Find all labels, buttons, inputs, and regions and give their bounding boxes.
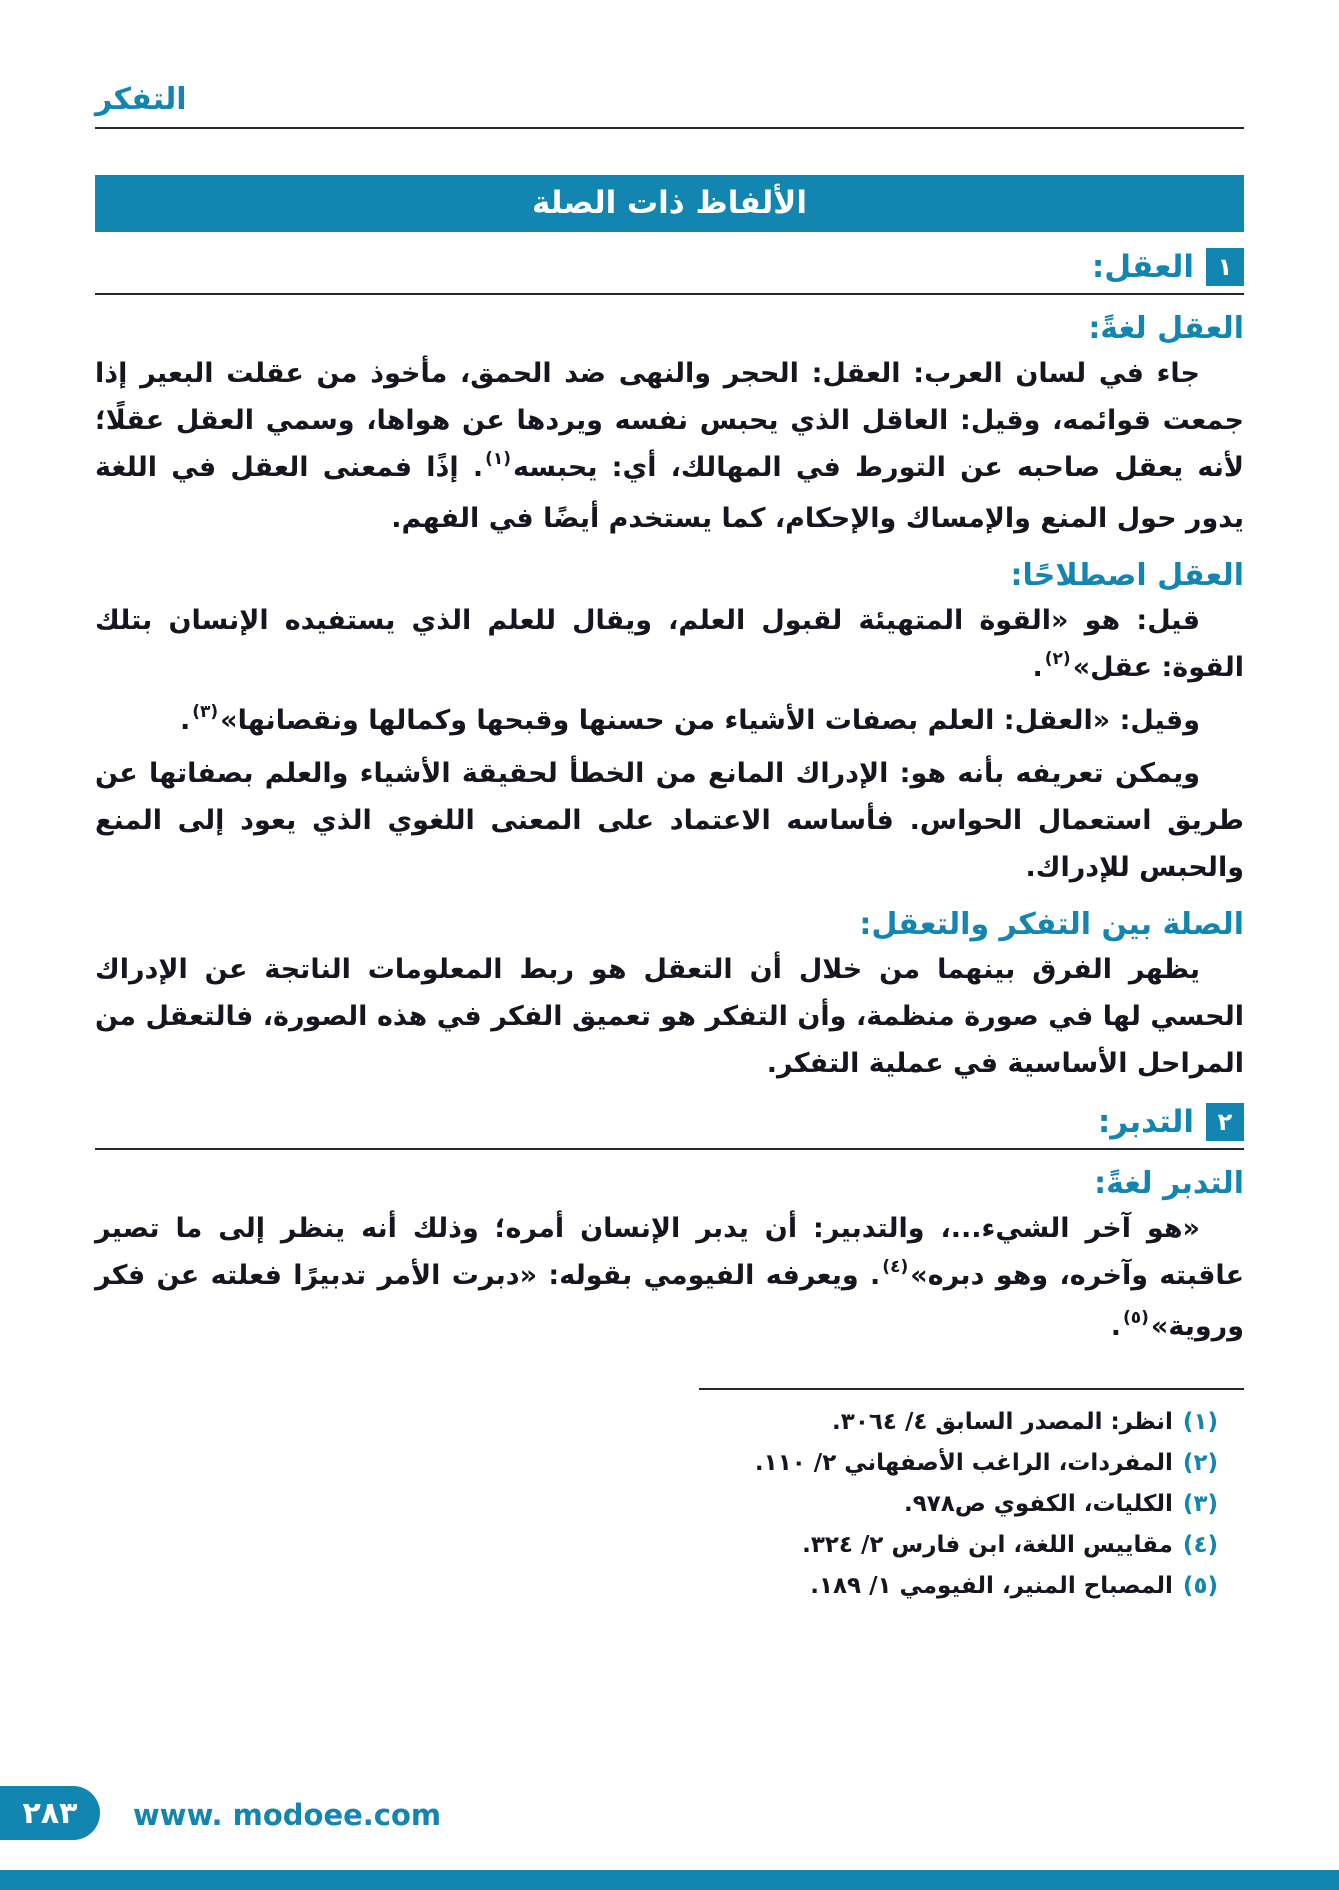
page-number-badge — [0, 1786, 100, 1840]
bottom-bar — [0, 1870, 1339, 1890]
footnote-item — [95, 1566, 1218, 1607]
paragraph-relation: يظهر الفرق بينهما من خلال أن التعقل هو ربط المعلومات الناتجة عن الإدراك الحسي لها في صورة منظمة، وأن التفكر هو تعميق الفكر في هذه الصورة، فالتعقل من المراحل الأساسية في عملية التفكر. — [95, 954, 1244, 1079]
page-number: ٢٨٣ — [22, 1795, 78, 1831]
footnote-number: (١) — [1182, 1409, 1218, 1435]
paragraph-aql-terminology-3: ويمكن تعريفه بأنه هو: الإدراك المانع من الخطأ لحقيقة الأشياء والعلم بصفاتها عن طريق استعمال الحواس. فأساسه الاعتماد على المعنى اللغوي الذي يعود إلى المنع والحبس للإدراك. — [95, 758, 1244, 883]
footnote-ref: (٢) — [1044, 649, 1071, 669]
footnote-text: المفردات، الراغب الأصفهاني ٢/ ١١٠. — [754, 1450, 1173, 1476]
footnote-text: الكليات، الكفوي ص٩٧٨. — [903, 1491, 1173, 1517]
footnote-ref: (١) — [485, 449, 512, 469]
paragraph-tadabbur-language: «هو آخر الشيء...، والتدبير: أن يدبر الإنسان أمره؛ وذلك أنه ينظر إلى ما تصير عاقبته وآخره، وهو دبره»$^{(٤)}$. ويعرفه الفيومي بقوله: «دبرت الأمر تدبيرًا فعلته عن فكر وروية»$^{(٥)}$. — [95, 1213, 1245, 1342]
page-content — [0, 82, 1339, 1607]
footnote-ref: (٣) — [192, 702, 219, 722]
footnote-item — [95, 1443, 1218, 1484]
banner-title: الألفاظ ذات الصلة — [531, 185, 808, 221]
subheading-tadabbur-language: التدبر لغةً: — [1094, 1166, 1244, 1201]
section-1-header — [95, 248, 1244, 286]
website-link[interactable]: www. modoee.com — [133, 1798, 442, 1832]
related-terms-banner — [95, 175, 1244, 232]
subheading-aql-terminology: العقل اصطلاحًا: — [1010, 558, 1244, 593]
section-2-title: التدبر: — [1097, 1104, 1194, 1140]
footnote-number: (٥) — [1182, 1573, 1218, 1599]
footnotes-separator — [699, 1388, 1244, 1390]
section-2-number-badge: ٢ — [1206, 1103, 1244, 1141]
footnote-item — [95, 1402, 1218, 1443]
section-1-rule — [95, 293, 1244, 295]
header-rule — [95, 127, 1244, 129]
footnote-item — [95, 1525, 1218, 1566]
subheading-relation-tafakkur-taaqqul: الصلة بين التفكر والتعقل: — [859, 907, 1244, 942]
subheading-aql-language: العقل لغةً: — [1088, 311, 1244, 346]
paragraph-aql-terminology-2: وقيل: «العقل: العلم بصفات الأشياء من حسنها وقبحها وكمالها ونقصانها»$^{(٣)}$. — [179, 702, 1200, 736]
footnote-ref: (٤) — [882, 1257, 909, 1277]
footnote-ref: (٥) — [1122, 1308, 1149, 1328]
section-1-number-badge: ١ — [1206, 248, 1244, 286]
footnote-number: (٢) — [1182, 1450, 1218, 1476]
footnote-text: مقاييس اللغة، ابن فارس ٢/ ٣٢٤. — [802, 1532, 1173, 1558]
footnote-number: (٣) — [1182, 1491, 1218, 1517]
section-2-rule — [95, 1148, 1244, 1150]
footnote-text: المصباح المنير، الفيومي ١/ ١٨٩. — [810, 1573, 1173, 1599]
running-head: التفكر — [95, 82, 187, 117]
paragraph-aql-language: جاء في لسان العرب: العقل: الحجر والنهى ضد الحمق، مأخوذ من عقلت البعير إذا جمعت قوائمه، وقيل: العاقل الذي يحبس نفسه ويردها عن هواها، وسمي العقل عقلًا؛ لأنه يعقل صاحبه عن التورط في المهالك، أي: يحبسه$^{(١)}$. إذًا فمعنى العقل في اللغة يدور حول المنع والإمساك والإحكام، كما يستخدم أيضًا في الفهم. — [95, 358, 1245, 534]
section-1-title: العقل: — [1091, 249, 1194, 285]
footnotes-block — [95, 1402, 1244, 1607]
paragraph-aql-terminology-1: قيل: هو «القوة المتهيئة لقبول العلم، ويقال للعلم الذي يستفيده الإنسان بتلك القوة: عقل»$^{(٢)}$. — [95, 605, 1244, 683]
section-2-header — [95, 1103, 1244, 1141]
footnote-text: انظر: المصدر السابق ٤/ ٣٠٦٤. — [832, 1409, 1173, 1435]
footnote-item — [95, 1484, 1218, 1525]
footnote-number: (٤) — [1182, 1532, 1218, 1558]
